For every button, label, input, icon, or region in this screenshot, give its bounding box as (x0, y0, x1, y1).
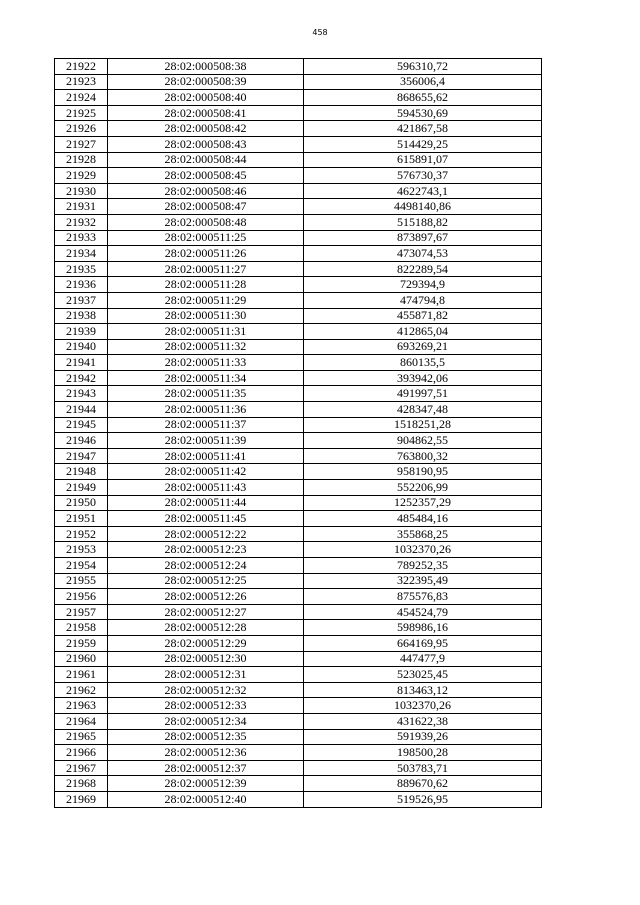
value-cell: 1032370,26 (304, 698, 542, 714)
value-cell: 455871,82 (304, 308, 542, 324)
value-cell: 552206,99 (304, 480, 542, 496)
cadastral-number-cell: 28:02:000511:35 (108, 386, 304, 402)
table-row (55, 277, 542, 293)
table-row (55, 776, 542, 792)
cadastral-number-cell: 28:02:000512:35 (108, 729, 304, 745)
cadastral-number-cell: 28:02:000512:39 (108, 776, 304, 792)
cadastral-number-cell: 28:02:000511:31 (108, 324, 304, 340)
row-number-cell: 21931 (55, 199, 108, 215)
value-cell: 393942,06 (304, 370, 542, 386)
row-number-cell: 21952 (55, 526, 108, 542)
value-cell: 576730,37 (304, 168, 542, 184)
cadastral-number-cell: 28:02:000512:28 (108, 620, 304, 636)
table-row (55, 745, 542, 761)
value-cell: 664169,95 (304, 635, 542, 651)
cadastral-number-cell: 28:02:000511:29 (108, 292, 304, 308)
table-row (55, 214, 542, 230)
value-cell: 523025,45 (304, 667, 542, 683)
cadastral-number-cell: 28:02:000511:43 (108, 480, 304, 496)
value-cell: 519526,95 (304, 791, 542, 807)
value-cell: 813463,12 (304, 682, 542, 698)
cadastral-number-cell: 28:02:000512:36 (108, 745, 304, 761)
row-number-cell: 21967 (55, 760, 108, 776)
row-number-cell: 21949 (55, 480, 108, 496)
table-row (55, 698, 542, 714)
value-cell: 1032370,26 (304, 542, 542, 558)
table-row (55, 729, 542, 745)
table-row (55, 667, 542, 683)
table-row (55, 292, 542, 308)
row-number-cell: 21964 (55, 713, 108, 729)
cadastral-number-cell: 28:02:000508:48 (108, 214, 304, 230)
row-number-cell: 21958 (55, 620, 108, 636)
row-number-cell: 21943 (55, 386, 108, 402)
table-row (55, 448, 542, 464)
cadastral-number-cell: 28:02:000511:30 (108, 308, 304, 324)
row-number-cell: 21961 (55, 667, 108, 683)
value-cell: 322395,49 (304, 573, 542, 589)
table-row (55, 324, 542, 340)
row-number-cell: 21956 (55, 589, 108, 605)
cadastral-number-cell: 28:02:000511:27 (108, 261, 304, 277)
row-number-cell: 21954 (55, 558, 108, 574)
table-row (55, 464, 542, 480)
row-number-cell: 21942 (55, 370, 108, 386)
cadastral-number-cell: 28:02:000508:42 (108, 121, 304, 137)
cadastral-number-cell: 28:02:000512:27 (108, 604, 304, 620)
row-number-cell: 21925 (55, 105, 108, 121)
table-row (55, 90, 542, 106)
table-row (55, 713, 542, 729)
value-cell: 474794,8 (304, 292, 542, 308)
table-row (55, 417, 542, 433)
value-cell: 421867,58 (304, 121, 542, 137)
value-cell: 594530,69 (304, 105, 542, 121)
value-cell: 454524,79 (304, 604, 542, 620)
value-cell: 868655,62 (304, 90, 542, 106)
value-cell: 198500,28 (304, 745, 542, 761)
table-row (55, 480, 542, 496)
cadastral-number-cell: 28:02:000512:32 (108, 682, 304, 698)
table-row (55, 105, 542, 121)
table-row (55, 558, 542, 574)
value-cell: 889670,62 (304, 776, 542, 792)
table-row (55, 199, 542, 215)
cadastral-number-cell: 28:02:000512:22 (108, 526, 304, 542)
cadastral-number-cell: 28:02:000511:37 (108, 417, 304, 433)
row-number-cell: 21932 (55, 214, 108, 230)
row-number-cell: 21957 (55, 604, 108, 620)
row-number-cell: 21930 (55, 183, 108, 199)
cadastral-number-cell: 28:02:000511:36 (108, 402, 304, 418)
value-cell: 473074,53 (304, 246, 542, 262)
cadastral-number-cell: 28:02:000511:28 (108, 277, 304, 293)
row-number-cell: 21934 (55, 246, 108, 262)
cadastral-number-cell: 28:02:000511:41 (108, 448, 304, 464)
value-cell: 591939,26 (304, 729, 542, 745)
value-cell: 1518251,28 (304, 417, 542, 433)
cadastral-number-cell: 28:02:000508:46 (108, 183, 304, 199)
table-row (55, 261, 542, 277)
row-number-cell: 21941 (55, 355, 108, 371)
table-row (55, 542, 542, 558)
cadastral-number-cell: 28:02:000508:45 (108, 168, 304, 184)
table-row (55, 386, 542, 402)
table-row (55, 589, 542, 605)
table-row (55, 760, 542, 776)
cadastral-number-cell: 28:02:000512:40 (108, 791, 304, 807)
cadastral-number-cell: 28:02:000508:41 (108, 105, 304, 121)
value-cell: 873897,67 (304, 230, 542, 246)
cadastral-number-cell: 28:02:000511:34 (108, 370, 304, 386)
page-number: 458 (312, 28, 328, 37)
value-cell: 515188,82 (304, 214, 542, 230)
row-number-cell: 21947 (55, 448, 108, 464)
cadastral-number-cell: 28:02:000511:39 (108, 433, 304, 449)
table-row (55, 136, 542, 152)
table-row (55, 682, 542, 698)
cadastral-number-cell: 28:02:000508:38 (108, 59, 304, 75)
row-number-cell: 21923 (55, 74, 108, 90)
table-row (55, 230, 542, 246)
row-number-cell: 21927 (55, 136, 108, 152)
row-number-cell: 21962 (55, 682, 108, 698)
table-row (55, 620, 542, 636)
cadastral-number-cell: 28:02:000511:44 (108, 495, 304, 511)
table-row (55, 402, 542, 418)
table-row (55, 635, 542, 651)
cadastral-number-cell: 28:02:000512:30 (108, 651, 304, 667)
row-number-cell: 21965 (55, 729, 108, 745)
cadastral-number-cell: 28:02:000511:26 (108, 246, 304, 262)
value-cell: 491997,51 (304, 386, 542, 402)
row-number-cell: 21966 (55, 745, 108, 761)
cadastral-number-cell: 28:02:000511:25 (108, 230, 304, 246)
row-number-cell: 21946 (55, 433, 108, 449)
value-cell: 412865,04 (304, 324, 542, 340)
table-row (55, 152, 542, 168)
table-row (55, 246, 542, 262)
value-cell: 615891,07 (304, 152, 542, 168)
cadastral-number-cell: 28:02:000512:26 (108, 589, 304, 605)
table-row (55, 433, 542, 449)
table-row (55, 121, 542, 137)
row-number-cell: 21944 (55, 402, 108, 418)
value-cell: 875576,83 (304, 589, 542, 605)
value-cell: 428347,48 (304, 402, 542, 418)
cadastral-number-cell: 28:02:000508:44 (108, 152, 304, 168)
cadastral-number-cell: 28:02:000511:42 (108, 464, 304, 480)
cadastral-number-cell: 28:02:000512:31 (108, 667, 304, 683)
cadastral-number-cell: 28:02:000511:45 (108, 511, 304, 527)
value-cell: 4498140,86 (304, 199, 542, 215)
row-number-cell: 21924 (55, 90, 108, 106)
row-number-cell: 21969 (55, 791, 108, 807)
row-number-cell: 21939 (55, 324, 108, 340)
cadastral-number-cell: 28:02:000508:40 (108, 90, 304, 106)
value-cell: 356006,4 (304, 74, 542, 90)
value-cell: 4622743,1 (304, 183, 542, 199)
value-cell: 860135,5 (304, 355, 542, 371)
value-cell: 598986,16 (304, 620, 542, 636)
table-row (55, 511, 542, 527)
cadastral-number-cell: 28:02:000508:47 (108, 199, 304, 215)
table-row (55, 355, 542, 371)
row-number-cell: 21959 (55, 635, 108, 651)
value-cell: 763800,32 (304, 448, 542, 464)
row-number-cell: 21960 (55, 651, 108, 667)
table-row (55, 791, 542, 807)
value-cell: 958190,95 (304, 464, 542, 480)
cadastral-number-cell: 28:02:000512:25 (108, 573, 304, 589)
table-row (55, 183, 542, 199)
table-row (55, 495, 542, 511)
cadastral-number-cell: 28:02:000512:34 (108, 713, 304, 729)
value-cell: 904862,55 (304, 433, 542, 449)
row-number-cell: 21937 (55, 292, 108, 308)
value-cell: 693269,21 (304, 339, 542, 355)
table-row (55, 651, 542, 667)
row-number-cell: 21945 (55, 417, 108, 433)
value-cell: 729394,9 (304, 277, 542, 293)
row-number-cell: 21922 (55, 59, 108, 75)
row-number-cell: 21940 (55, 339, 108, 355)
cadastral-number-cell: 28:02:000508:43 (108, 136, 304, 152)
cadastral-number-cell: 28:02:000512:33 (108, 698, 304, 714)
value-cell: 431622,38 (304, 713, 542, 729)
row-number-cell: 21935 (55, 261, 108, 277)
row-number-cell: 21963 (55, 698, 108, 714)
row-number-cell: 21968 (55, 776, 108, 792)
value-cell: 514429,25 (304, 136, 542, 152)
table-row (55, 74, 542, 90)
row-number-cell: 21948 (55, 464, 108, 480)
cadastral-number-cell: 28:02:000512:24 (108, 558, 304, 574)
table-row (55, 526, 542, 542)
cadastral-number-cell: 28:02:000508:39 (108, 74, 304, 90)
value-cell: 447477,9 (304, 651, 542, 667)
value-cell: 822289,54 (304, 261, 542, 277)
row-number-cell: 21955 (55, 573, 108, 589)
value-cell: 355868,25 (304, 526, 542, 542)
row-number-cell: 21951 (55, 511, 108, 527)
value-cell: 789252,35 (304, 558, 542, 574)
row-number-cell: 21936 (55, 277, 108, 293)
value-cell: 596310,72 (304, 59, 542, 75)
row-number-cell: 21928 (55, 152, 108, 168)
row-number-cell: 21926 (55, 121, 108, 137)
row-number-cell: 21929 (55, 168, 108, 184)
cadastral-number-cell: 28:02:000512:23 (108, 542, 304, 558)
table-row (55, 339, 542, 355)
table-row (55, 168, 542, 184)
table-row (55, 604, 542, 620)
table-row (55, 59, 542, 75)
table-body (55, 59, 542, 808)
table-row (55, 573, 542, 589)
data-table (54, 58, 542, 808)
row-number-cell: 21938 (55, 308, 108, 324)
value-cell: 503783,71 (304, 760, 542, 776)
row-number-cell: 21953 (55, 542, 108, 558)
value-cell: 1252357,29 (304, 495, 542, 511)
value-cell: 485484,16 (304, 511, 542, 527)
cadastral-number-cell: 28:02:000512:37 (108, 760, 304, 776)
cadastral-number-cell: 28:02:000511:32 (108, 339, 304, 355)
row-number-cell: 21950 (55, 495, 108, 511)
row-number-cell: 21933 (55, 230, 108, 246)
table-row (55, 370, 542, 386)
table-row (55, 308, 542, 324)
cadastral-number-cell: 28:02:000512:29 (108, 635, 304, 651)
cadastral-number-cell: 28:02:000511:33 (108, 355, 304, 371)
